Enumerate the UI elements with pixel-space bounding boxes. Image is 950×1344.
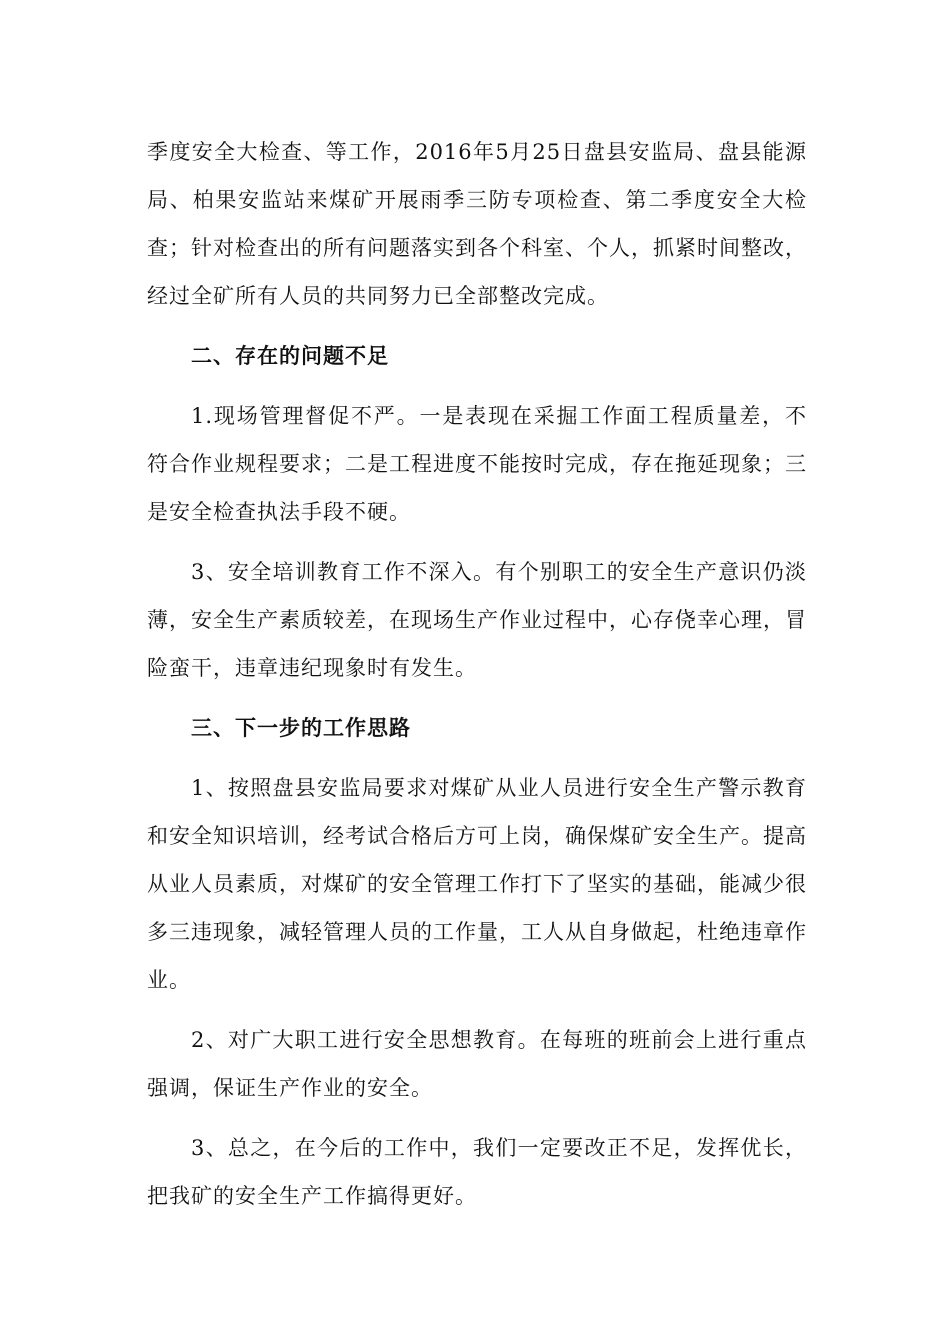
paragraph-safety-training: 3、安全培训教育工作不深入。有个别职工的安全生产意识仍淡薄，安全生产素质较差，在现场生产作业过程中，心存侥幸心理，冒险蛮干，违章违纪现象时有发生。 — [147, 560, 807, 680]
section-heading-next-steps: 三、下一步的工作思路 — [191, 715, 411, 740]
paragraph-conclusion: 3、总之，在今后的工作中，我们一定要改正不足，发挥优长，把我矿的安全生产工作搞得更好。 — [147, 1136, 807, 1208]
document-body — [147, 128, 807, 1220]
paragraph-ideological-education: 2、对广大职工进行安全思想教育。在每班的班前会上进行重点强调，保证生产作业的安全。 — [147, 1028, 807, 1100]
section-heading-problems: 二、存在的问题不足 — [191, 343, 389, 368]
paragraph-continuation: 季度安全大检查、等工作，2016年5月25日盘县安监局、盘县能源局、柏果安监站来煤矿开展雨季三防专项检查、第二季度安全大检查；针对检查出的所有问题落实到各个科室、个人，抓紧时间整改，经过全矿所有人员的共同努力已全部整改完成。 — [147, 140, 807, 308]
paragraph-site-management: 1.现场管理督促不严。一是表现在采掘工作面工程质量差，不符合作业规程要求；二是工程进度不能按时完成，存在拖延现象；三是安全检查执法手段不硬。 — [147, 404, 807, 524]
paragraph-warning-education: 1、按照盘县安监局要求对煤矿从业人员进行安全生产警示教育和安全知识培训，经考试合格后方可上岗，确保煤矿安全生产。提高从业人员素质，对煤矿的安全管理工作打下了坚实的基础，能减少很多三违现象，减轻管理人员的工作量，工人从自身做起，杜绝违章作业。 — [147, 776, 807, 992]
